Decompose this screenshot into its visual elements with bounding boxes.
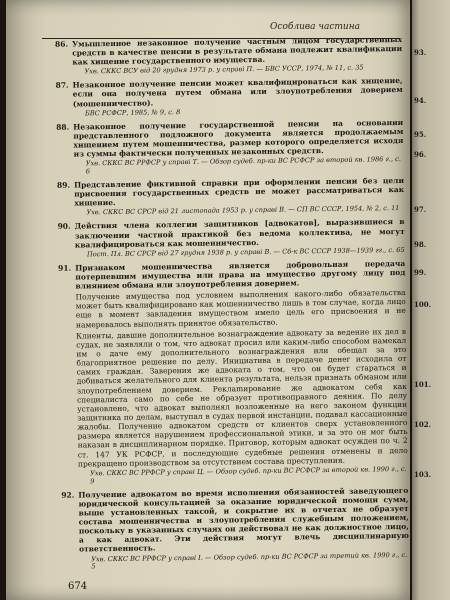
case-reference: Ухв. СККС ВСУ від 20 грудня 1973 р. у справі П. — БВС УССР, 1974, № 11, с. 35 [84,63,364,76]
facing-page-article-number: 93. [414,48,427,57]
facing-page-article-number: 98. [414,240,427,249]
article [46,485,409,572]
article [41,118,404,177]
article-number: 87. [55,80,69,91]
article-paragraph: Действия члена коллегии защитников [адвокатов], выразившиеся в заключении частной практикой без ведома коллектива, не могут квалифицироваться как мошенничество. [74,217,405,250]
article [40,35,402,77]
case-reference: БВС РСФСР, 1985, № 9, с. 8 [84,107,181,118]
article-paragraph: Признаком мошенничества является добровольная передача потерпевшим имущества или права на имущество другому лицу под влиянием обмана или злоупотребления доверием. [75,258,406,291]
article-paragraph: Умышленное незаконное получение частным лицом государственных средств в качестве пенсии в результате обмана подлежит квалификации как хищение государственного имущества. [71,34,403,67]
page-body [40,35,410,580]
facing-page-article-number: 103. [414,470,432,479]
facing-page-article-number: 102. [414,420,432,429]
facing-page-article-number: 95. [414,130,427,139]
facing-page-article-number: 100. [414,300,432,309]
case-reference: Пост. Пл. ВС СРСР від 27 грудня 1938 р. у справі В. — Сб-к ВС СССР 1938—1939 гг., с. 65 [86,245,405,259]
article [43,217,405,259]
article [43,259,408,487]
facing-page-article-number: 99. [414,268,427,277]
case-reference: Ухв. СККС ВС СРСР від 21 листопада 1953 р. у справі В. — СП ВС СССР, 1954, № 2, с. 11 [86,204,400,217]
facing-page-article-number: 101. [414,380,432,389]
case-reference: Ухв. СККС ВС РРФСР у справі Т. — Обзор судеб. пр-ки ВС РСФСР за второй кв. 1986 г., с. 6 [85,155,402,176]
case-reference: Ухв. СККС ВС РРФСР у справі I. — Обзор судеб. пр-ки ВС РСФСР за третий кв. 1990 г., с. 5 [91,550,408,571]
article [42,176,404,218]
facing-page-article-number: 96. [414,150,427,159]
article-number: 86. [54,39,69,49]
article-paragraph: Незаконное получение пенсии может квалифицироваться как хищение, если она получена путем обмана или злоупотребления доверием (мошенничество). [72,76,403,109]
case-reference: Ухв. СККС ВС РРФСР у справі Ц. — Обзор судеб. пр-ки ВС РСФСР за второй кв. 1990 г., с. 9 [89,464,407,486]
article-paragraph: Клиенты, давшие дополнительное вознаграждение адвокату за ведение их дел в судах, не заявляли о том, что адвокат просил или каким-либо способом намекал им о даче ему дополнительного вознаграждения или обещал за это благоприятное решение по делу. Инициатива в передаче денег исходила от самих граждан. Заверения же адвоката о том, что он будет стараться и добиваться желательного для клиента результата, нельзя признать обманом или злоупотреблением доверием. Реклamирование же адвокатом себя как специалиста само по себе не образует противоправного деяния. По делу установлено, что адвокат выполнял возложенные на него законом функции защитника по делам, выступал в судах первой инстанции, подавал кассационные жалобы. Получение адвокатом средств от клиентов сверх установленного размера является нарушением профессиональной этики, и за это он мог быть наказан в дисциплинарном порядке. Приговор, которым адвокат осужден по ч. 2 ст. 147 УК РСФСР, и последующие судебные решения отменены и дело прекращено производством за отсутствием состава преступления. [76,326,408,469]
facing-page-article-number: 97. [414,205,427,214]
article-paragraph: Незаконное получение государственной пенсии на основании представленного подложного документа является продолжаемым хищением путем мошенничества, размер которого определяется исходя из суммы фактически полученных незаконных средств. [73,117,404,159]
article-number: 92. [61,490,75,500]
article-number: 89. [56,180,71,190]
facing-page-article-number: 94. [414,96,427,105]
article [41,76,403,118]
article-paragraph: Представление фиктивной справки при оформлении пенсии без цели присвоения государственных средств не может рассматриваться как хищение. [73,175,405,208]
book-page [6,0,410,600]
running-head: Особлива частина [270,22,360,32]
facing-page-edge [412,0,450,600]
article-number: 90. [57,221,71,232]
article-paragraph: Получение имущества под условием выполнения какого-либо обязательства может быть квалифицировано как мошенничество лишь в том случае, когда лицо еще в момент завладения имуществом имело цель его присвоения и не намеревалось выполнять принятое обязательство. [75,288,406,330]
article-number: 88. [56,122,70,132]
page-number: 674 [68,581,88,592]
article-paragraph: Получение адвокатом во время исполнения обязанностей заведующего юридической консультацией за оказание юридической помощи сумм, выше установленных таксой, и сокрытие их в отчетах не образует состава мошенничества и злоупотребления служебным положением, поскольку в указанных случаях он действовал не как должностное лицо, а как адвокат. Эти действия могут влечь дисциплинарную ответственность. [78,485,410,554]
article-number: 91. [58,263,72,273]
